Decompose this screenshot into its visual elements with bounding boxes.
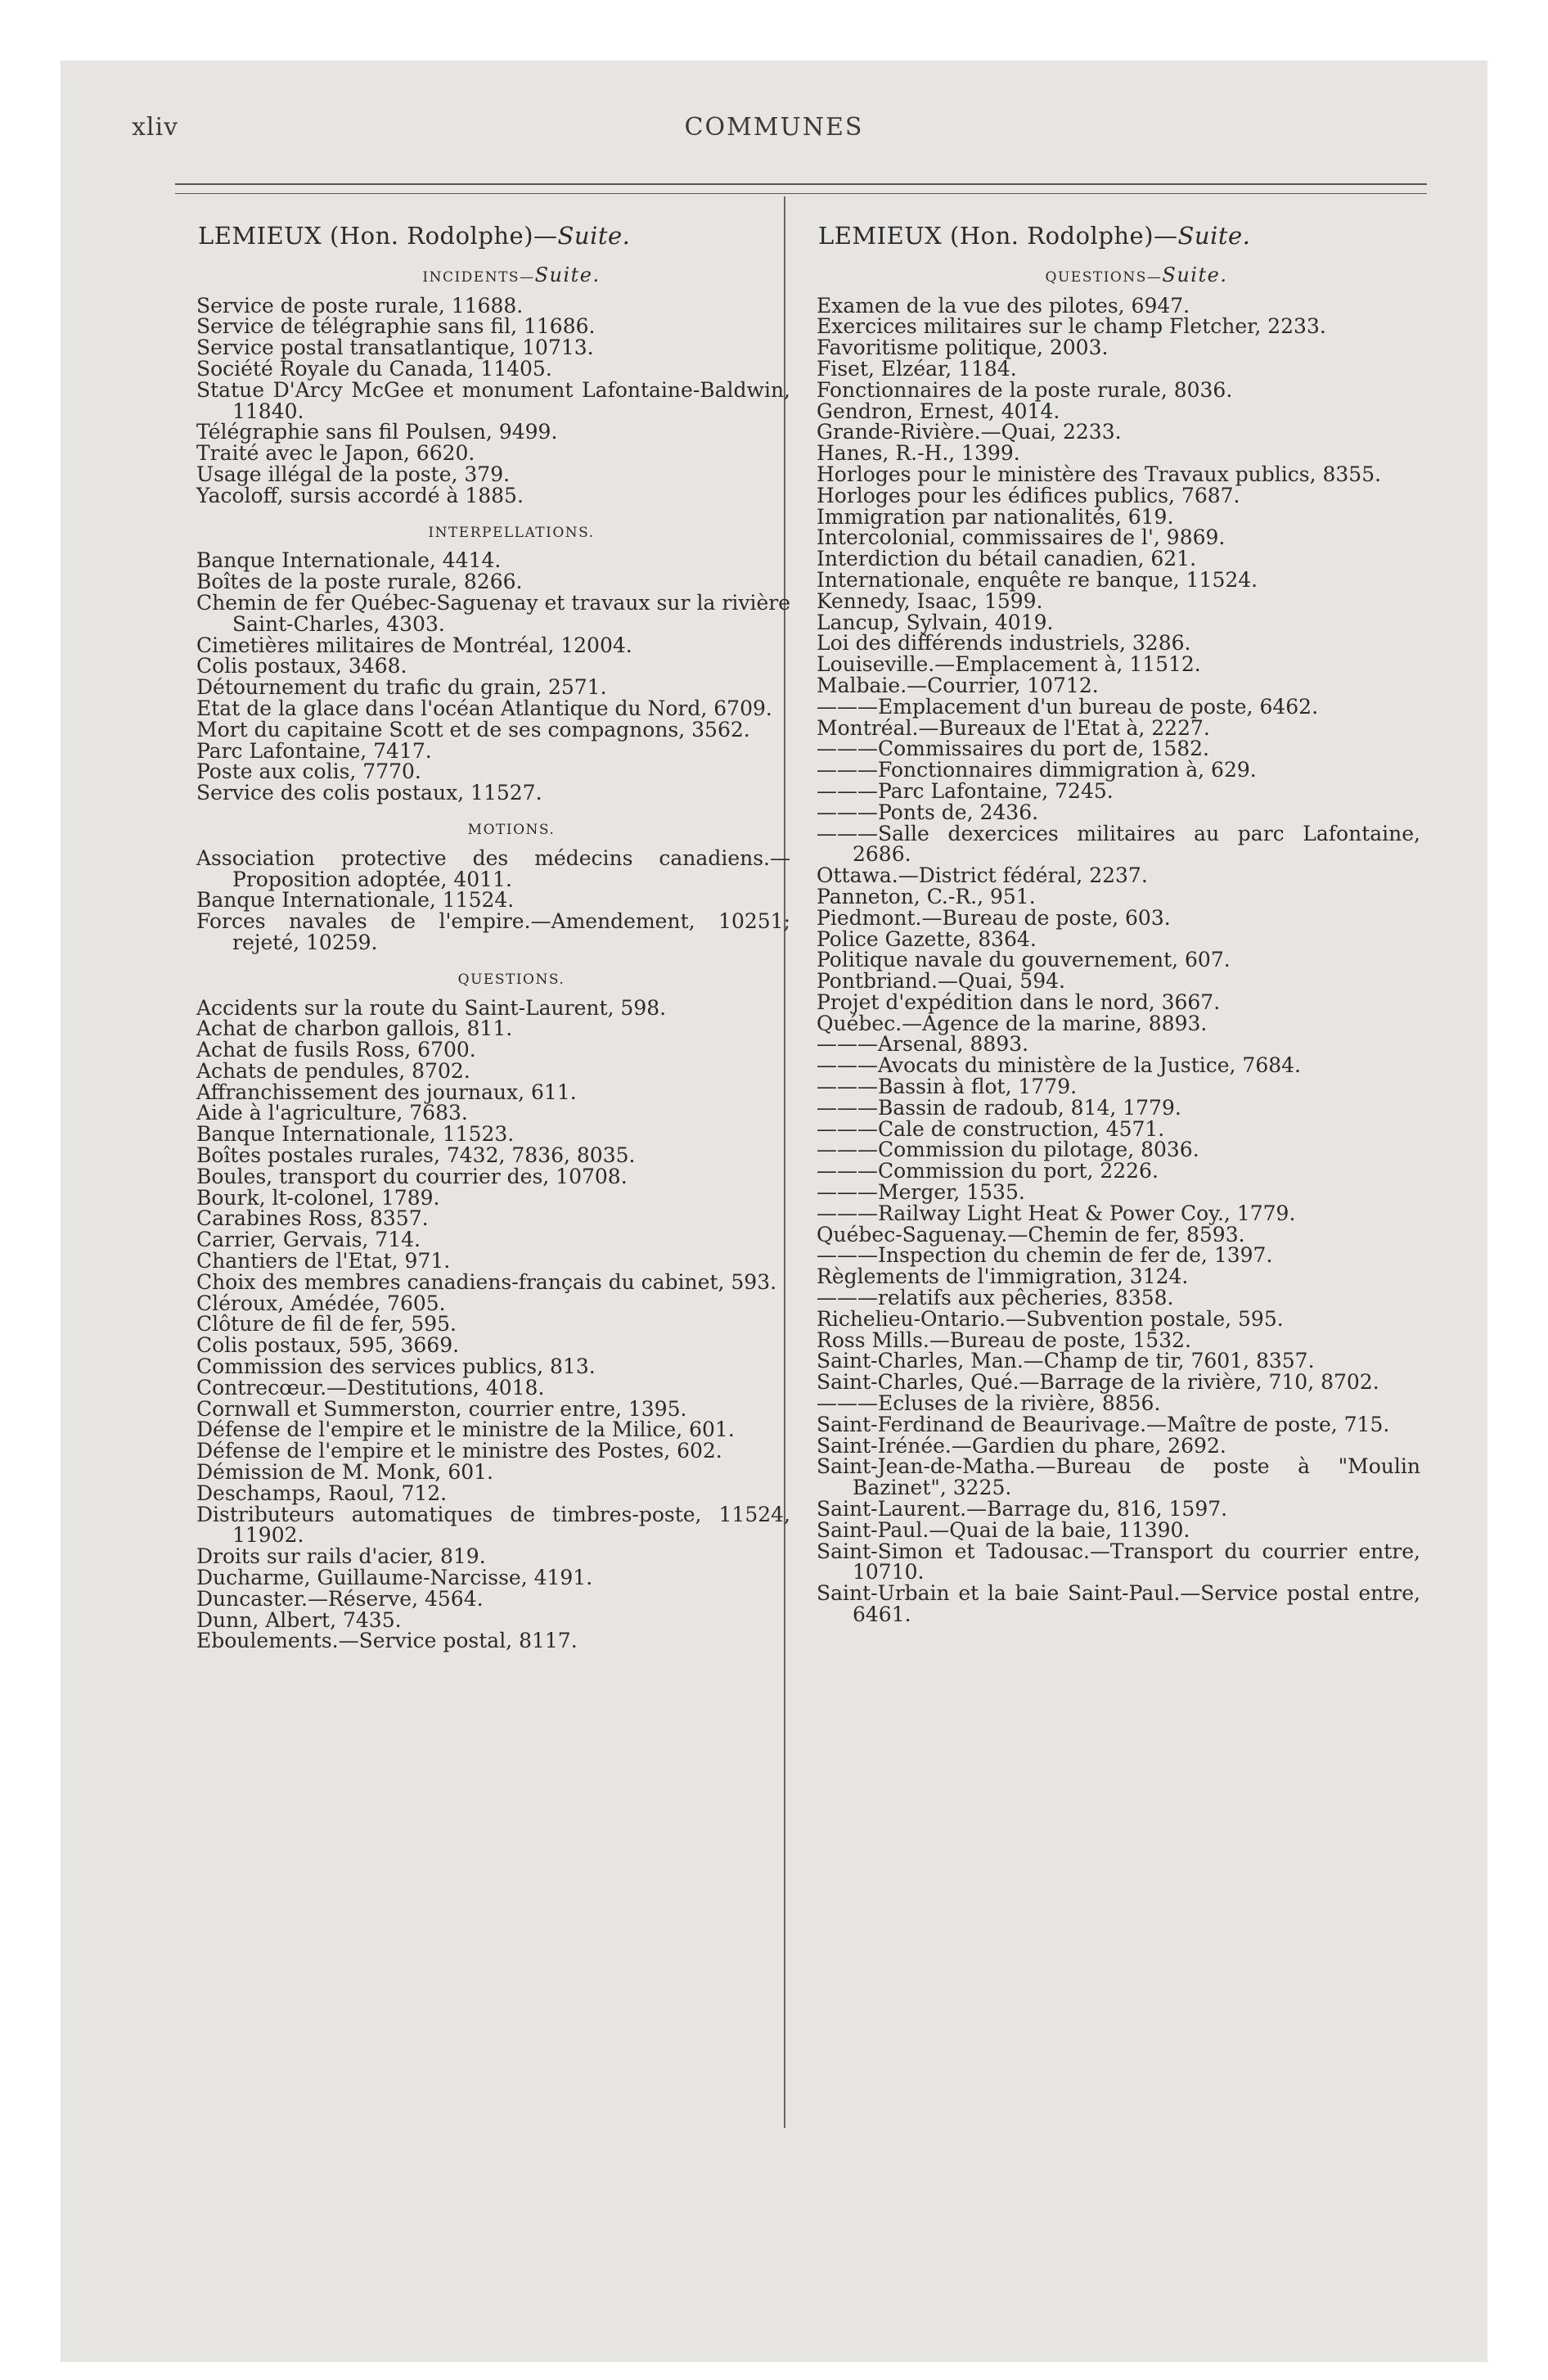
- index-entry: Distributeurs automatiques de timbres-poste, 11524, 11902.: [196, 1502, 790, 1548]
- index-entry: Projet d'expédition dans le nord, 3667.: [817, 989, 1221, 1014]
- index-entry: Grande-Rivière.—Quai, 2233.: [817, 420, 1122, 444]
- section-title: QUESTIONS.: [457, 971, 565, 988]
- right-column: [817, 222, 1420, 1626]
- entry-list: [196, 995, 790, 1653]
- header-name: LEMIEUX (Hon. Rodolphe)—: [198, 222, 558, 250]
- index-entry: Association protective des médecins canadiens.—Proposition adoptée, 4011.: [196, 845, 790, 891]
- index-entry: Horloges pour les édifices publics, 7687.: [817, 483, 1240, 507]
- index-entry: Accidents sur la route du Saint-Laurent, 598.: [196, 995, 667, 1020]
- index-entry: ———Emplacement d'un bureau de poste, 6462.: [817, 694, 1319, 719]
- index-entry: Défense de l'empire et le ministre de la Milice, 601.: [196, 1418, 735, 1442]
- index-entry: Pontbriand.—Quai, 594.: [817, 969, 1065, 994]
- index-entry: ———Commissaires du port de, 1582.: [817, 737, 1209, 761]
- section-suite: Suite.: [1162, 263, 1228, 286]
- index-entry: Gendron, Ernest, 4014.: [817, 399, 1060, 423]
- index-entry: Banque Internationale, 11524.: [196, 888, 515, 913]
- section-heading: [196, 970, 790, 991]
- section-suite: Suite.: [534, 263, 601, 286]
- index-entry: Panneton, C.-R., 951.: [817, 884, 1036, 908]
- index-entry: Forces navales de l'empire.—Amendement, 10251; rejeté, 10259.: [196, 909, 790, 954]
- index-entry: Saint-Simon et Tadousac.—Transport du courrier entre, 10710.: [817, 1539, 1420, 1584]
- index-entry: Mort du capitaine Scott et de ses compagnons, 3562.: [196, 717, 750, 741]
- index-entry: Intercolonial, commissaires de l', 9869.: [817, 525, 1226, 550]
- index-entry: Examen de la vue des pilotes, 6947.: [817, 293, 1190, 318]
- index-entry: Banque Internationale, 4414.: [196, 548, 502, 573]
- index-entry: Saint-Jean-de-Matha.—Bureau de poste à "Moulin Bazinet", 3225.: [817, 1454, 1420, 1500]
- index-entry: ———Ponts de, 2436.: [817, 800, 1039, 824]
- index-entry: ———Bassin à flot, 1779.: [817, 1075, 1078, 1099]
- index-entry: Duncaster.—Réserve, 4564.: [196, 1586, 484, 1611]
- index-entry: Internationale, enquête re banque, 11524.: [817, 567, 1258, 592]
- index-entry: Commission des services publics, 813.: [196, 1355, 596, 1379]
- index-entry: ———Commission du port, 2226.: [817, 1159, 1159, 1183]
- section-title: QUESTIONS—: [1045, 268, 1163, 286]
- index-entry: Québec-Saguenay.—Chemin de fer, 8593.: [817, 1222, 1245, 1246]
- index-entry: Clôture de fil de fer, 595.: [196, 1312, 457, 1336]
- index-entry: Boîtes de la poste rurale, 8266.: [196, 570, 523, 594]
- index-entry: Poste aux colis, 7770.: [196, 760, 421, 784]
- index-entry: Colis postaux, 3468.: [196, 654, 407, 678]
- index-entry: Droits sur rails d'acier, 819.: [196, 1544, 486, 1569]
- left-column: [196, 222, 790, 1653]
- index-entry: Dunn, Albert, 7435.: [196, 1607, 402, 1632]
- index-entry: Saint-Urbain et la baie Saint-Paul.—Service postal entre, 6461.: [817, 1581, 1420, 1626]
- index-entry: Kennedy, Isaac, 1599.: [817, 588, 1043, 613]
- entry-list: [817, 295, 1420, 1625]
- index-entry: Eboulements.—Service postal, 8117.: [196, 1629, 578, 1653]
- index-entry: ———Commission du pilotage, 8036.: [817, 1138, 1199, 1162]
- index-entry: Cimetières militaires de Montréal, 12004.: [196, 633, 632, 657]
- index-entry: ———relatifs aux pêcheries, 8358.: [817, 1286, 1174, 1310]
- index-entry: Saint-Irénée.—Gardien du phare, 2692.: [817, 1433, 1226, 1458]
- index-entry: Bourk, lt-colonel, 1789.: [196, 1185, 440, 1210]
- index-entry: Fiset, Elzéar, 1184.: [817, 356, 1017, 381]
- index-entry: ———Bassin de radoub, 814, 1779.: [817, 1095, 1181, 1120]
- index-entry: Service des colis postaux, 11527.: [196, 781, 542, 805]
- index-entry: Télégraphie sans fil Poulsen, 9499.: [196, 420, 558, 444]
- index-entry: Québec.—Agence de la marine, 8893.: [817, 1011, 1208, 1035]
- index-entry: Chemin de fer Québec-Saguenay et travaux sur la rivière Saint-Charles, 4303.: [196, 590, 790, 636]
- index-entry: Favoritisme politique, 2003.: [817, 336, 1109, 360]
- index-entry: Colis postaux, 595, 3669.: [196, 1333, 460, 1358]
- index-entry: Cornwall et Summerston, courrier entre, 1395.: [196, 1396, 687, 1421]
- index-entry: Achat de charbon gallois, 811.: [196, 1016, 513, 1041]
- index-entry: Saint-Charles, Man.—Champ de tir, 7601, 8357.: [817, 1349, 1315, 1373]
- section-heading: [196, 265, 790, 289]
- index-entry: Politique navale du gouvernement, 607.: [817, 948, 1231, 972]
- index-entry: Traité avec le Japon, 6620.: [196, 441, 475, 466]
- index-entry: Lancup, Sylvain, 4019.: [817, 610, 1054, 634]
- index-entry: Carrier, Gervais, 714.: [196, 1228, 421, 1252]
- index-entry: Fonctionnaires de la poste rurale, 8036.: [817, 377, 1233, 402]
- section-heading: [196, 820, 790, 841]
- section-title: INCIDENTS—: [422, 268, 535, 286]
- index-entry: ———Arsenal, 8893.: [817, 1032, 1029, 1057]
- index-entry: Interdiction du bétail canadien, 621.: [817, 547, 1197, 571]
- index-entry: Démission de M. Monk, 601.: [196, 1460, 493, 1485]
- index-entry: Saint-Charles, Qué.—Barrage de la rivière, 710, 8702.: [817, 1370, 1379, 1395]
- index-entry: Service postal transatlantique, 10713.: [196, 336, 594, 360]
- index-entry: ———Railway Light Heat & Power Coy., 1779.: [817, 1201, 1296, 1225]
- index-entry: ———Salle dexercices militaires au parc Lafontaine, 2686.: [817, 821, 1420, 867]
- index-entry: Chantiers de l'Etat, 971.: [196, 1249, 451, 1273]
- index-entry: Piedmont.—Bureau de poste, 603.: [817, 905, 1171, 930]
- index-entry: Société Royale du Canada, 11405.: [196, 356, 552, 381]
- index-entry: ———Avocats du ministère de la Justice, 7684.: [817, 1053, 1302, 1078]
- entry-list: [196, 845, 790, 954]
- index-entry: Louiseville.—Emplacement à, 11512.: [817, 652, 1201, 677]
- section-title: INTERPELLATIONS.: [428, 524, 595, 541]
- index-entry: Contrecœur.—Destitutions, 4018.: [196, 1375, 545, 1400]
- index-entry: Règlements de l'immigration, 3124.: [817, 1264, 1189, 1289]
- index-entry: Immigration par nationalités, 619.: [817, 504, 1174, 529]
- index-entry: Achat de fusils Ross, 6700.: [196, 1038, 476, 1062]
- index-entry: Hanes, R.-H., 1399.: [817, 441, 1020, 466]
- page-number: xliv: [132, 113, 179, 142]
- index-entry: ———Merger, 1535.: [817, 1180, 1025, 1205]
- index-entry: Horloges pour le ministère des Travaux publics, 8355.: [817, 462, 1382, 486]
- index-entry: Boîtes postales rurales, 7432, 7836, 8035.: [196, 1143, 636, 1168]
- column-header: [198, 222, 790, 250]
- running-head: COMMUNES: [684, 113, 864, 142]
- section-heading: [817, 265, 1420, 289]
- section-title: MOTIONS.: [467, 821, 556, 838]
- index-entry: Montréal.—Bureaux de l'Etat à, 2227.: [817, 715, 1210, 740]
- index-entry: Ross Mills.—Bureau de poste, 1532.: [817, 1327, 1191, 1352]
- header-name: LEMIEUX (Hon. Rodolphe)—: [818, 222, 1178, 250]
- index-entry: Saint-Paul.—Quai de la baie, 11390.: [817, 1517, 1190, 1542]
- index-entry: Etat de la glace dans l'océan Atlantique du Nord, 6709.: [196, 696, 772, 720]
- index-entry: Exercices militaires sur le champ Fletcher, 2233.: [817, 314, 1326, 339]
- index-entry: ———Fonctionnaires dimmigration à, 629.: [817, 758, 1257, 782]
- index-entry: Saint-Laurent.—Barrage du, 816, 1597.: [817, 1497, 1228, 1521]
- index-entry: Police Gazette, 8364.: [817, 926, 1037, 951]
- index-entry: Deschamps, Raoul, 712.: [196, 1481, 448, 1505]
- index-entry: ———Ecluses de la rivière, 8856.: [817, 1391, 1161, 1416]
- index-entry: ———Cale de construction, 4571.: [817, 1116, 1165, 1141]
- index-entry: Affranchissement des journaux, 611.: [196, 1080, 577, 1104]
- index-entry: Carabines Ross, 8357.: [196, 1206, 429, 1231]
- index-entry: Usage illégal de la poste, 379.: [196, 462, 511, 486]
- index-entry: Loi des différends industriels, 3286.: [817, 631, 1191, 656]
- header-suite: Suite.: [557, 222, 631, 250]
- index-entry: ———Parc Lafontaine, 7245.: [817, 778, 1114, 803]
- header-suite: Suite.: [1177, 222, 1251, 250]
- index-entry: Ottawa.—District fédéral, 2237.: [817, 863, 1148, 888]
- entry-list: [196, 295, 790, 507]
- index-entry: ———Inspection du chemin de fer de, 1397.: [817, 1243, 1273, 1268]
- index-entry: Cléroux, Amédée, 7605.: [196, 1291, 446, 1315]
- header-rule: [175, 183, 1427, 185]
- index-entry: Malbaie.—Courrier, 10712.: [817, 673, 1099, 697]
- index-entry: Richelieu-Ontario.—Subvention postale, 595.: [817, 1306, 1284, 1331]
- index-entry: Saint-Ferdinand de Beaurivage.—Maître de poste, 715.: [817, 1412, 1390, 1436]
- index-entry: Service de poste rurale, 11688.: [196, 293, 524, 318]
- index-entry: Service de télégraphie sans fil, 11686.: [196, 314, 596, 339]
- index-entry: Parc Lafontaine, 7417.: [196, 738, 432, 763]
- index-entry: Achats de pendules, 8702.: [196, 1058, 470, 1083]
- index-entry: Aide à l'agriculture, 7683.: [196, 1101, 468, 1125]
- index-entry: Détournement du trafic du grain, 2571.: [196, 675, 607, 700]
- section-heading: [196, 523, 790, 544]
- index-entry: Ducharme, Guillaume-Narcisse, 4191.: [196, 1566, 593, 1590]
- index-entry: Statue D'Arcy McGee et monument Lafontaine-Baldwin, 11840.: [196, 377, 790, 423]
- index-entry: Banque Internationale, 11523.: [196, 1122, 515, 1147]
- index-entry: Boules, transport du courrier des, 10708.: [196, 1164, 628, 1188]
- column-header: [818, 222, 1420, 250]
- index-entry: Yacoloff, sursis accordé à 1885.: [196, 483, 524, 507]
- index-entry: Défense de l'empire et le ministre des Postes, 602.: [196, 1439, 722, 1463]
- index-entry: Choix des membres canadiens-français du cabinet, 593.: [196, 1269, 777, 1294]
- header-rule-thin: [175, 193, 1427, 194]
- entry-list: [196, 550, 790, 804]
